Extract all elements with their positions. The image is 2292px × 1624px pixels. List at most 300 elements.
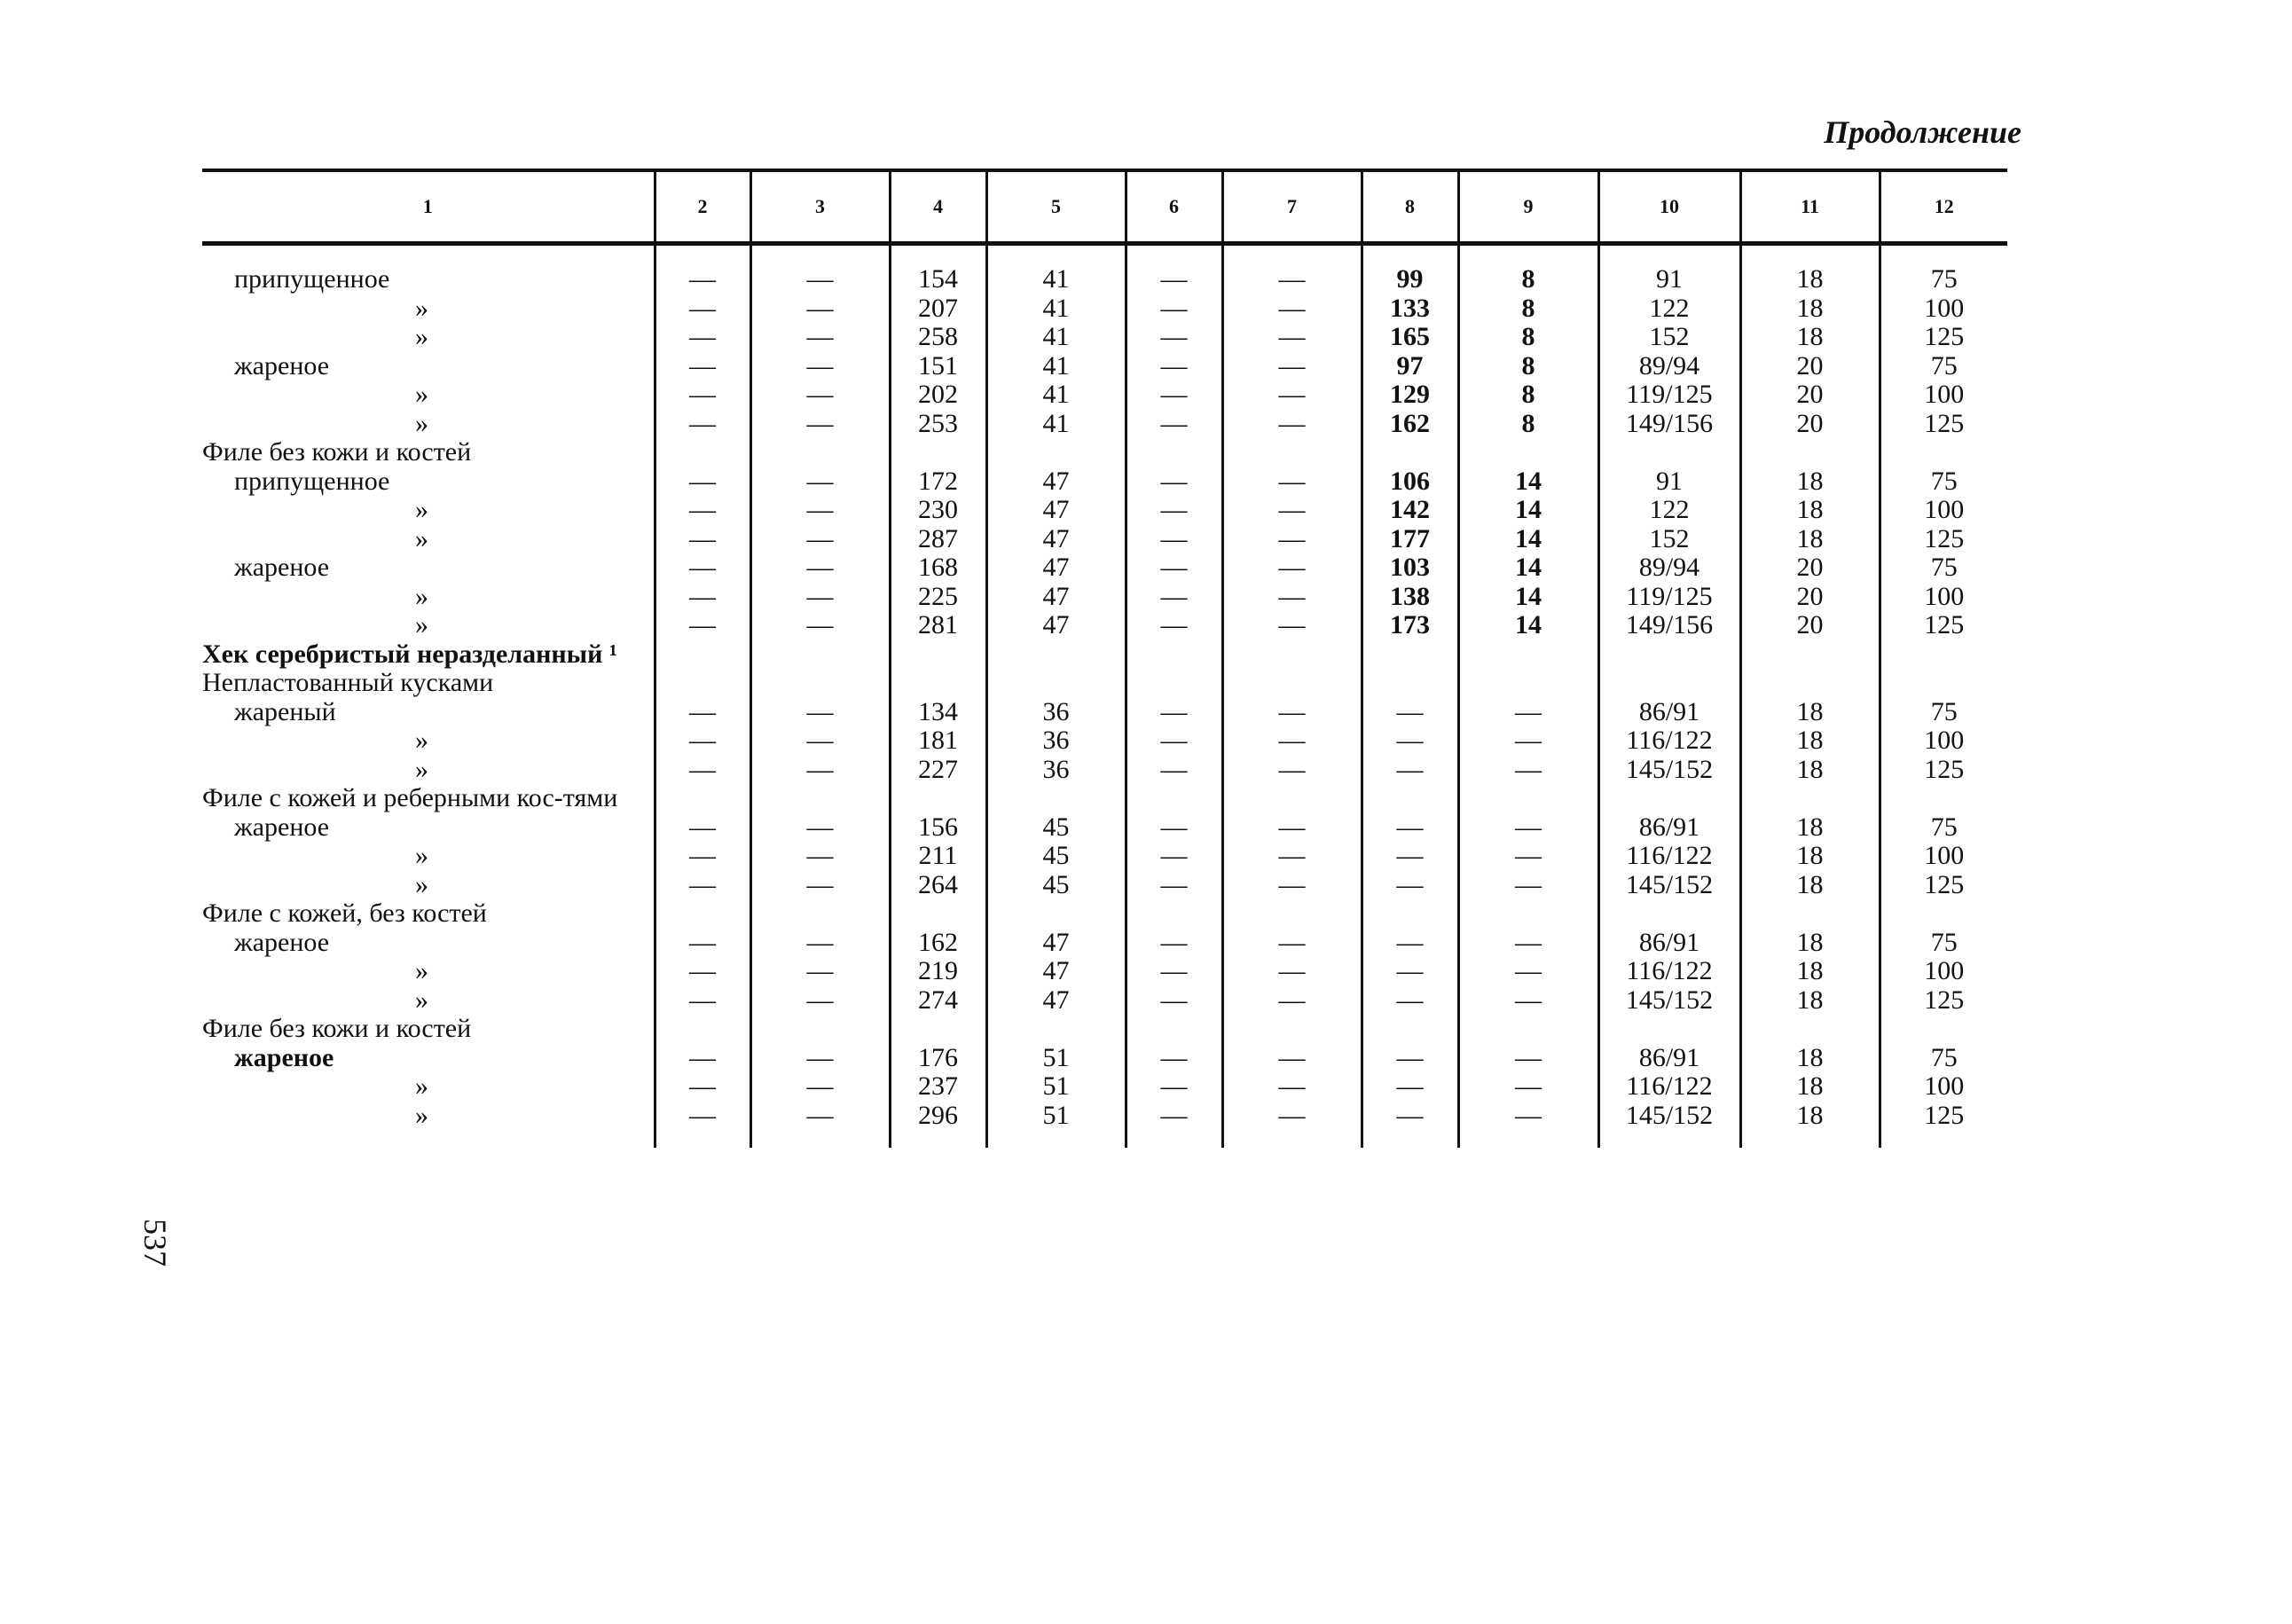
cell-col-6: —	[1126, 929, 1222, 958]
cell-col-12: 75	[1880, 352, 2007, 381]
table-row	[202, 1015, 2007, 1044]
table-row	[202, 381, 2007, 410]
cell-col-12: 125	[1880, 410, 2007, 439]
cell-col-5: 47	[986, 929, 1126, 958]
cell-col-10: 86/91	[1598, 698, 1740, 727]
row-label: припущенное	[234, 264, 390, 294]
cell-col-8	[1362, 669, 1458, 698]
cell-col-6: —	[1126, 1102, 1222, 1149]
cell-col-5	[986, 784, 1126, 813]
cell-col-2	[655, 1015, 750, 1044]
cell-col-5: 51	[986, 1072, 1126, 1102]
cell-col-8	[1362, 640, 1458, 670]
table-row	[202, 323, 2007, 352]
cell-col-7	[1222, 1015, 1362, 1044]
cell-col-6: —	[1126, 726, 1222, 756]
cell-col-3: —	[750, 381, 890, 410]
cell-col-5: 41	[986, 323, 1126, 352]
cell-col-10: 122	[1598, 496, 1740, 525]
row-label: Филе с кожей и реберными кос-тями	[202, 783, 618, 812]
cell-col-7: —	[1222, 698, 1362, 727]
row-label: Филе без кожи и костей	[202, 1014, 472, 1043]
cell-col-7: —	[1222, 842, 1362, 871]
cell-col-12: 75	[1880, 467, 2007, 497]
cell-col-7: —	[1222, 813, 1362, 843]
cell-col-10: 149/156	[1598, 611, 1740, 640]
cell-col-11: 20	[1740, 410, 1880, 439]
cell-col-6	[1126, 640, 1222, 670]
cell-col-3: —	[750, 756, 890, 785]
row-label: жареный	[234, 696, 336, 726]
cell-col-5: 47	[986, 957, 1126, 986]
cell-col-8	[1362, 784, 1458, 813]
cell-col-2: —	[655, 294, 750, 324]
cell-col-9: 14	[1458, 496, 1598, 525]
cell-col-3: —	[750, 352, 890, 381]
cell-col-6: —	[1126, 525, 1222, 554]
cell-col-3: —	[750, 726, 890, 756]
cell-col-2: —	[655, 467, 750, 497]
cell-col-11: 18	[1740, 957, 1880, 986]
cell-col-2: —	[655, 813, 750, 843]
cell-col-6: —	[1126, 553, 1222, 583]
cell-col-11: 18	[1740, 842, 1880, 871]
cell-col-3: —	[750, 583, 890, 612]
cell-col-12: 100	[1880, 726, 2007, 756]
cell-col-11	[1740, 1015, 1880, 1044]
row-label: Непластованный кусками	[202, 668, 494, 697]
cell-col-4: 237	[890, 1072, 986, 1102]
cell-col-11: 18	[1740, 726, 1880, 756]
cell-col-4: 253	[890, 410, 986, 439]
cell-col-8: —	[1362, 698, 1458, 727]
cell-col-6	[1126, 1015, 1222, 1044]
cell-col-2: —	[655, 1044, 750, 1073]
cell-col-9: 8	[1458, 352, 1598, 381]
column-header-7: 7	[1222, 170, 1362, 244]
cell-col-4: 258	[890, 323, 986, 352]
cell-col-9: 8	[1458, 294, 1598, 324]
row-label: »	[415, 293, 428, 323]
cell-col-5: 51	[986, 1102, 1126, 1149]
cell-col-2: —	[655, 496, 750, 525]
cell-col-8: 162	[1362, 410, 1458, 439]
cell-col-11	[1740, 784, 1880, 813]
cell-col-10: 145/152	[1598, 756, 1740, 785]
cell-col-9: 8	[1458, 323, 1598, 352]
cell-col-2: —	[655, 352, 750, 381]
cell-col-9: 14	[1458, 467, 1598, 497]
cell-col-5: 45	[986, 813, 1126, 843]
cell-col-7: —	[1222, 1044, 1362, 1073]
row-label: »	[415, 985, 428, 1015]
cell-col-10: 91	[1598, 244, 1740, 294]
table-row	[202, 244, 2007, 294]
cell-col-9: —	[1458, 957, 1598, 986]
table-row	[202, 438, 2007, 467]
cell-col-8: 177	[1362, 525, 1458, 554]
cell-col-11: 18	[1740, 1102, 1880, 1149]
row-label: жареное	[234, 1042, 334, 1072]
row-label: »	[415, 322, 428, 351]
cell-col-10	[1598, 899, 1740, 929]
cell-col-10: 116/122	[1598, 842, 1740, 871]
cell-col-3	[750, 669, 890, 698]
cell-col-12: 100	[1880, 294, 2007, 324]
cell-col-9	[1458, 1015, 1598, 1044]
cell-col-8: 133	[1362, 294, 1458, 324]
table-row	[202, 410, 2007, 439]
cell-col-9	[1458, 899, 1598, 929]
cell-col-4: 287	[890, 525, 986, 554]
cell-col-5: 45	[986, 871, 1126, 900]
cell-col-12: 125	[1880, 756, 2007, 785]
cell-col-9: 14	[1458, 583, 1598, 612]
row-label: жареное	[234, 927, 330, 957]
cell-col-3: —	[750, 1072, 890, 1102]
cell-col-7: —	[1222, 553, 1362, 583]
cell-col-7: —	[1222, 467, 1362, 497]
cell-col-3: —	[750, 1102, 890, 1149]
row-label: »	[415, 726, 428, 755]
cell-col-12: 100	[1880, 1072, 2007, 1102]
cell-col-10: 91	[1598, 467, 1740, 497]
cell-col-9: 14	[1458, 525, 1598, 554]
cell-col-4: 219	[890, 957, 986, 986]
cell-col-7	[1222, 784, 1362, 813]
cell-col-9: 8	[1458, 244, 1598, 294]
cell-col-4: 207	[890, 294, 986, 324]
cell-col-6: —	[1126, 756, 1222, 785]
cell-col-4: 154	[890, 244, 986, 294]
cell-col-11: 18	[1740, 1072, 1880, 1102]
cell-col-8: —	[1362, 1072, 1458, 1102]
cell-col-3: —	[750, 294, 890, 324]
cell-col-2	[655, 438, 750, 467]
cell-col-10	[1598, 640, 1740, 670]
table-row	[202, 669, 2007, 698]
cell-col-5	[986, 669, 1126, 698]
column-header-4: 4	[890, 170, 986, 244]
row-label: »	[415, 841, 428, 870]
cell-col-12: 75	[1880, 553, 2007, 583]
cell-col-5: 41	[986, 381, 1126, 410]
cell-col-9: —	[1458, 1072, 1598, 1102]
column-header-8: 8	[1362, 170, 1458, 244]
cell-col-3: —	[750, 698, 890, 727]
cell-col-7: —	[1222, 1102, 1362, 1149]
cell-col-8: —	[1362, 957, 1458, 986]
cell-col-10: 116/122	[1598, 957, 1740, 986]
row-label: »	[415, 523, 428, 553]
cell-col-4	[890, 669, 986, 698]
cell-col-2: —	[655, 726, 750, 756]
cell-col-8: —	[1362, 756, 1458, 785]
table-row	[202, 1044, 2007, 1073]
cell-col-5: 41	[986, 244, 1126, 294]
row-label: Филе без кожи и костей	[202, 437, 472, 467]
cell-col-9	[1458, 438, 1598, 467]
cell-col-9: 14	[1458, 611, 1598, 640]
row-label: »	[415, 1100, 428, 1130]
cell-col-12	[1880, 640, 2007, 670]
cell-col-8: 99	[1362, 244, 1458, 294]
cell-col-4: 172	[890, 467, 986, 497]
row-label: »	[415, 581, 428, 611]
cell-col-3: —	[750, 496, 890, 525]
cell-col-4: 227	[890, 756, 986, 785]
cell-col-6: —	[1126, 611, 1222, 640]
cell-col-11	[1740, 640, 1880, 670]
cell-col-2: —	[655, 611, 750, 640]
cell-col-5: 36	[986, 726, 1126, 756]
cell-col-9: —	[1458, 929, 1598, 958]
cell-col-12: 75	[1880, 1044, 2007, 1073]
cell-col-3	[750, 1015, 890, 1044]
cell-col-11: 18	[1740, 525, 1880, 554]
cell-col-7: —	[1222, 381, 1362, 410]
table-row	[202, 842, 2007, 871]
cell-col-8: 129	[1362, 381, 1458, 410]
cell-col-10: 89/94	[1598, 352, 1740, 381]
cell-col-8: 106	[1362, 467, 1458, 497]
cell-col-3: —	[750, 986, 890, 1016]
cell-col-11: 20	[1740, 553, 1880, 583]
cell-col-12	[1880, 438, 2007, 467]
cell-col-5	[986, 1015, 1126, 1044]
row-label: припущенное	[234, 466, 390, 496]
column-header-12: 12	[1880, 170, 2007, 244]
cell-col-9: —	[1458, 726, 1598, 756]
cell-col-10: 152	[1598, 323, 1740, 352]
cell-col-7: —	[1222, 756, 1362, 785]
cell-col-2: —	[655, 323, 750, 352]
cell-col-12: 100	[1880, 496, 2007, 525]
cell-col-2	[655, 669, 750, 698]
cell-col-10	[1598, 438, 1740, 467]
cell-col-2: —	[655, 244, 750, 294]
cell-col-12: 125	[1880, 525, 2007, 554]
cell-col-9: 8	[1458, 410, 1598, 439]
cell-col-4	[890, 438, 986, 467]
cell-col-8: —	[1362, 813, 1458, 843]
cell-col-12: 100	[1880, 381, 2007, 410]
cell-col-10: 86/91	[1598, 929, 1740, 958]
cell-col-6: —	[1126, 294, 1222, 324]
cell-col-5	[986, 899, 1126, 929]
cell-col-6: —	[1126, 1072, 1222, 1102]
cell-col-3: —	[750, 1044, 890, 1073]
row-label: Хек серебристый неразделанный ¹	[202, 639, 617, 669]
cell-col-10: 116/122	[1598, 1072, 1740, 1102]
row-label: »	[415, 1071, 428, 1101]
column-header-11: 11	[1740, 170, 1880, 244]
cell-col-8: —	[1362, 871, 1458, 900]
cell-col-7: —	[1222, 986, 1362, 1016]
cell-col-6: —	[1126, 986, 1222, 1016]
cell-col-2: —	[655, 698, 750, 727]
cell-col-6: —	[1126, 871, 1222, 900]
table-row	[202, 986, 2007, 1016]
cell-col-11: 18	[1740, 698, 1880, 727]
cell-col-4: 202	[890, 381, 986, 410]
cell-col-9: —	[1458, 986, 1598, 1016]
row-label: »	[415, 869, 428, 899]
cell-col-2: —	[655, 929, 750, 958]
cell-col-7: —	[1222, 1072, 1362, 1102]
column-header-3: 3	[750, 170, 890, 244]
cell-col-12: 125	[1880, 323, 2007, 352]
row-label: »	[415, 408, 428, 438]
cell-col-2	[655, 784, 750, 813]
cell-col-12: 100	[1880, 842, 2007, 871]
cell-col-5: 47	[986, 553, 1126, 583]
cell-col-5: 41	[986, 294, 1126, 324]
cell-col-4: 151	[890, 352, 986, 381]
cell-col-9: 14	[1458, 553, 1598, 583]
cell-col-3	[750, 784, 890, 813]
cell-col-4: 274	[890, 986, 986, 1016]
cell-col-7: —	[1222, 957, 1362, 986]
cell-col-11: 18	[1740, 323, 1880, 352]
cell-col-8: —	[1362, 842, 1458, 871]
table-row	[202, 698, 2007, 727]
cell-col-12	[1880, 669, 2007, 698]
cell-col-5: 47	[986, 611, 1126, 640]
table-row	[202, 611, 2007, 640]
row-label: »	[415, 754, 428, 784]
cell-col-11: 18	[1740, 1044, 1880, 1073]
row-label: Филе с кожей, без костей	[202, 898, 487, 928]
cell-col-11: 20	[1740, 611, 1880, 640]
cell-col-11: 18	[1740, 871, 1880, 900]
cell-col-11: 18	[1740, 294, 1880, 324]
cell-col-9: —	[1458, 871, 1598, 900]
cell-col-4	[890, 784, 986, 813]
cell-col-9: —	[1458, 756, 1598, 785]
cell-col-4: 211	[890, 842, 986, 871]
cell-col-6: —	[1126, 467, 1222, 497]
cell-col-10: 145/152	[1598, 871, 1740, 900]
row-label: »	[415, 495, 428, 524]
cell-col-2: —	[655, 756, 750, 785]
cell-col-8: —	[1362, 1044, 1458, 1073]
cell-col-12: 125	[1880, 871, 2007, 900]
cell-col-5	[986, 640, 1126, 670]
cell-col-3: —	[750, 813, 890, 843]
page-number: 537	[137, 1219, 173, 1267]
cell-col-9: —	[1458, 1044, 1598, 1073]
cell-col-9: 8	[1458, 381, 1598, 410]
cell-col-3: —	[750, 410, 890, 439]
cell-col-10: 119/125	[1598, 381, 1740, 410]
cell-col-10: 152	[1598, 525, 1740, 554]
cell-col-10: 119/125	[1598, 583, 1740, 612]
cell-col-7: —	[1222, 352, 1362, 381]
cell-col-5: 36	[986, 698, 1126, 727]
cell-col-4: 230	[890, 496, 986, 525]
table-row	[202, 899, 2007, 929]
cell-col-6: —	[1126, 244, 1222, 294]
cell-col-4	[890, 899, 986, 929]
cell-col-4: 176	[890, 1044, 986, 1073]
cell-col-3: —	[750, 871, 890, 900]
cell-col-6: —	[1126, 1044, 1222, 1073]
cell-col-12: 75	[1880, 698, 2007, 727]
cell-col-11	[1740, 899, 1880, 929]
row-label: »	[415, 956, 428, 985]
cell-col-2: —	[655, 410, 750, 439]
table-row	[202, 553, 2007, 583]
cell-col-2: —	[655, 1102, 750, 1149]
cell-col-5: 47	[986, 986, 1126, 1016]
cell-col-11: 20	[1740, 381, 1880, 410]
cell-col-5: 47	[986, 496, 1126, 525]
cell-col-8: —	[1362, 986, 1458, 1016]
cell-col-10: 89/94	[1598, 553, 1740, 583]
cell-col-6: —	[1126, 381, 1222, 410]
cell-col-11: 18	[1740, 929, 1880, 958]
cell-col-7	[1222, 669, 1362, 698]
cell-col-6: —	[1126, 583, 1222, 612]
column-header-1: 1	[202, 170, 655, 244]
cell-col-7: —	[1222, 583, 1362, 612]
cell-col-10: 86/91	[1598, 1044, 1740, 1073]
table-row	[202, 294, 2007, 324]
table-row	[202, 929, 2007, 958]
cell-col-12: 75	[1880, 813, 2007, 843]
nutrition-table	[202, 169, 2007, 1148]
row-label: жареное	[234, 812, 330, 842]
table-row	[202, 756, 2007, 785]
cell-col-4: 134	[890, 698, 986, 727]
cell-col-5	[986, 438, 1126, 467]
cell-col-12	[1880, 784, 2007, 813]
cell-col-8: —	[1362, 726, 1458, 756]
cell-col-8: 165	[1362, 323, 1458, 352]
cell-col-2	[655, 640, 750, 670]
cell-col-9	[1458, 784, 1598, 813]
cell-col-8	[1362, 1015, 1458, 1044]
cell-col-3	[750, 640, 890, 670]
cell-col-9: —	[1458, 813, 1598, 843]
row-label: »	[415, 380, 428, 409]
cell-col-4: 156	[890, 813, 986, 843]
cell-col-7: —	[1222, 244, 1362, 294]
cell-col-6: —	[1126, 957, 1222, 986]
cell-col-11: 20	[1740, 583, 1880, 612]
cell-col-3: —	[750, 611, 890, 640]
cell-col-5: 45	[986, 842, 1126, 871]
cell-col-6: —	[1126, 496, 1222, 525]
cell-col-5: 41	[986, 352, 1126, 381]
table-row	[202, 352, 2007, 381]
cell-col-7: —	[1222, 323, 1362, 352]
cell-col-4	[890, 640, 986, 670]
cell-col-8: —	[1362, 1102, 1458, 1149]
cell-col-7: —	[1222, 496, 1362, 525]
cell-col-7	[1222, 899, 1362, 929]
cell-col-11: 18	[1740, 986, 1880, 1016]
cell-col-5: 47	[986, 525, 1126, 554]
table-row	[202, 467, 2007, 497]
cell-col-4	[890, 1015, 986, 1044]
cell-col-3: —	[750, 525, 890, 554]
cell-col-11	[1740, 438, 1880, 467]
cell-col-2: —	[655, 986, 750, 1016]
cell-col-8: 138	[1362, 583, 1458, 612]
cell-col-12	[1880, 1015, 2007, 1044]
